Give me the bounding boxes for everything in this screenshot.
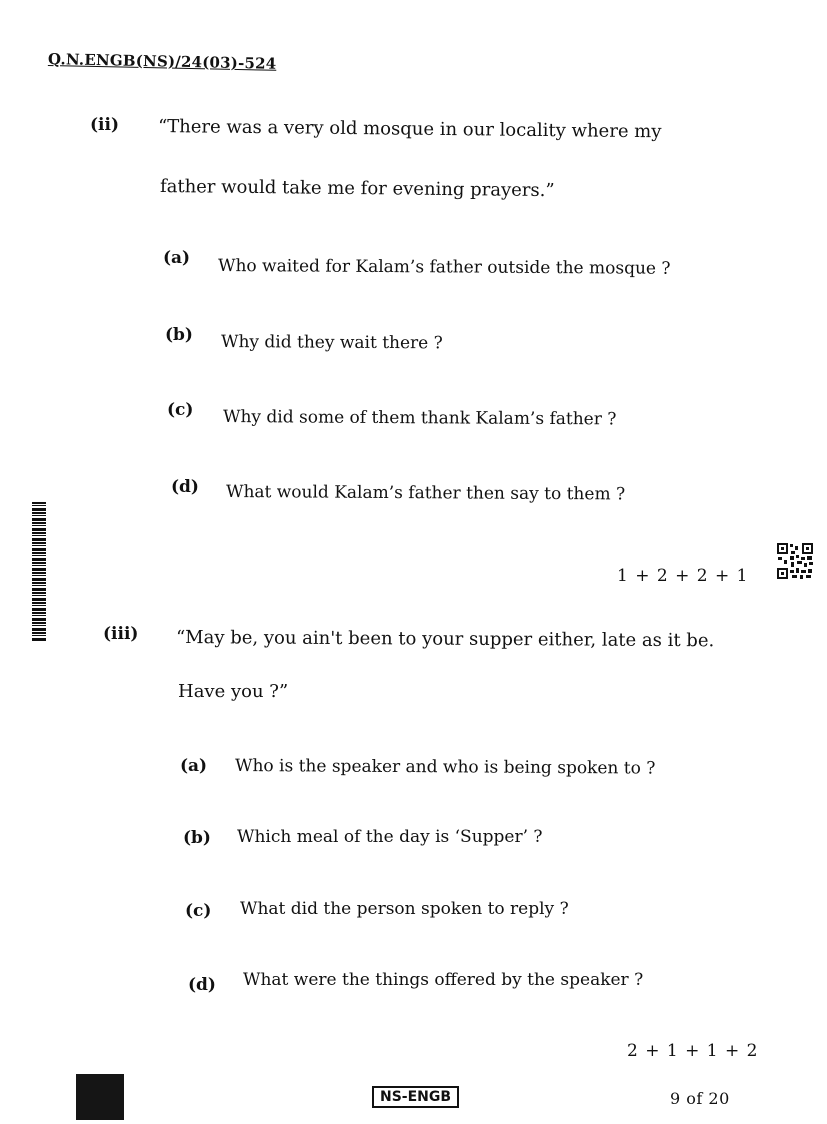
question-number-ii: (ii) (90, 115, 120, 135)
subquestion-text-iii-a: Who is the speaker and who is being spoken to ? (234, 756, 656, 779)
qr-code-icon (776, 542, 814, 580)
paper-series-code: NS-ENGB (372, 1086, 459, 1108)
quote-line-ii-1: “There was a very old mosque in our locality where my (157, 116, 662, 143)
subquestion-text-ii-b: Why did they wait there ? (220, 332, 443, 354)
marks-distribution-iii: 2 + 1 + 1 + 2 (627, 1041, 759, 1061)
subquestion-label-iii-b: (b) (183, 828, 211, 848)
subquestion-label-iii-d: (d) (188, 975, 216, 995)
question-paper-code: Q.N.ENGB(NS)/24(03)-524 (47, 50, 277, 73)
subquestion-text-iii-c: What did the person spoken to reply ? (240, 899, 569, 919)
question-number-iii: (iii) (103, 624, 139, 644)
subquestion-text-iii-d: What were the things offered by the speaker ? (243, 970, 644, 990)
subquestion-text-ii-d: What would Kalam’s father then say to them ? (225, 482, 626, 505)
subquestion-label-ii-c: (c) (167, 400, 194, 420)
subquestion-label-iii-c: (c) (185, 901, 212, 921)
quote-line-iii-1: “May be, you ain't been to your supper either, late as it be. (175, 627, 715, 652)
quote-line-ii-2: father would take me for evening prayers.” (159, 176, 555, 202)
marks-distribution-ii: 1 + 2 + 2 + 1 (617, 566, 749, 586)
subquestion-label-ii-a: (a) (163, 248, 191, 268)
subquestion-label-ii-b: (b) (165, 325, 193, 345)
quote-line-iii-2: Have you ?” (178, 681, 289, 702)
barcode-icon (32, 502, 46, 642)
page-number: 9 of 20 (670, 1089, 730, 1108)
subquestion-text-ii-c: Why did some of them thank Kalam’s father ? (222, 407, 617, 430)
scan-redaction-block (76, 1074, 124, 1120)
subquestion-text-iii-b: Which meal of the day is ‘Supper’ ? (237, 827, 543, 847)
subquestion-text-ii-a: Who waited for Kalam’s father outside the mosque ? (217, 256, 671, 279)
subquestion-label-ii-d: (d) (171, 477, 199, 497)
subquestion-label-iii-a: (a) (180, 756, 208, 776)
